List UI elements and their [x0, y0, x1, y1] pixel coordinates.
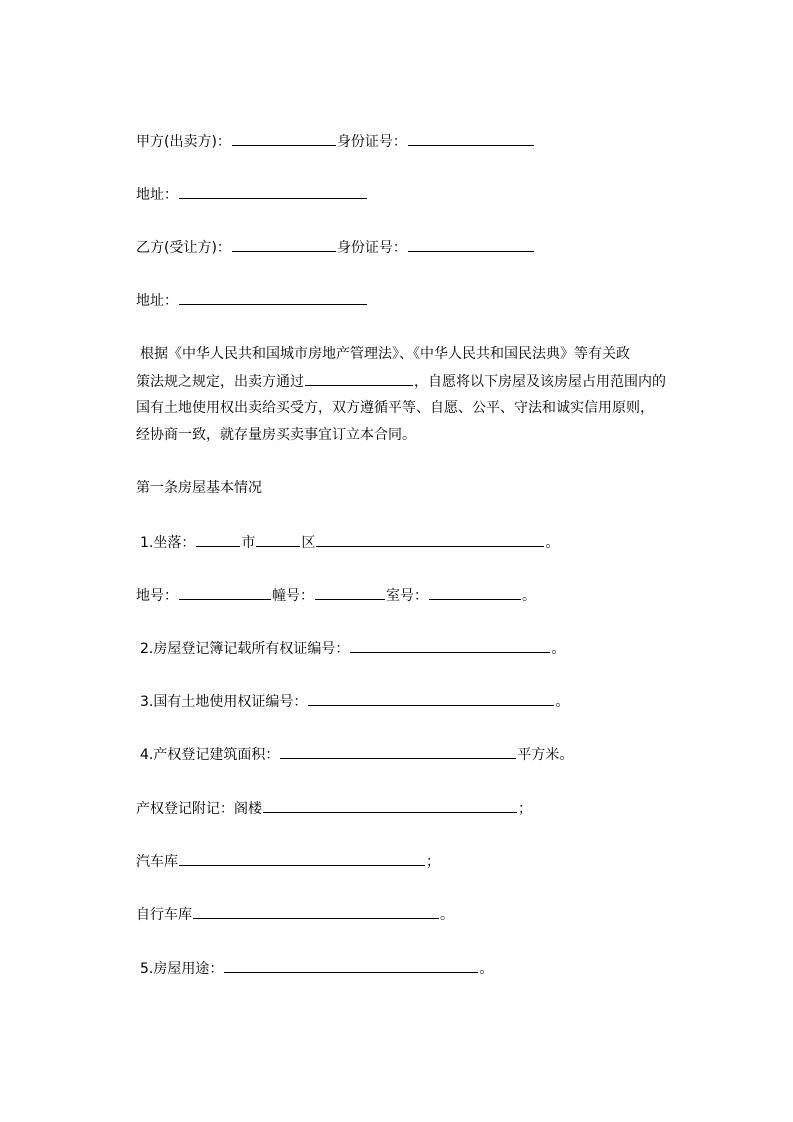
- party-b-line: [136, 237, 535, 258]
- city-label: 市: [241, 535, 256, 551]
- address-a-label: 地址：: [136, 187, 178, 203]
- item-1-end: 。: [545, 535, 560, 551]
- annex-end: ；: [518, 801, 532, 817]
- party-a-label: 甲方(出卖方)：: [136, 134, 231, 150]
- item-5-line: [140, 958, 493, 979]
- bike-end: 。: [440, 907, 454, 923]
- annex-label: 产权登记附记：阁楼: [136, 801, 262, 817]
- party-a-id-label: 身份证号：: [336, 134, 407, 150]
- intro-line-2-b: ，自愿将以下房屋及该房屋占用范围内的: [414, 374, 666, 390]
- usage-blank[interactable]: [224, 958, 478, 973]
- intro-line-2-a: 策法规之规定，出卖方通过: [136, 374, 304, 390]
- bike-line: [136, 904, 454, 925]
- annex-line: [136, 798, 532, 819]
- ownership-cert-blank[interactable]: [350, 638, 550, 653]
- party-a-id-blank[interactable]: [408, 131, 534, 146]
- land-cert-blank[interactable]: [308, 691, 554, 706]
- lot-line: [136, 585, 536, 606]
- attic-blank[interactable]: [263, 798, 517, 813]
- room-blank[interactable]: [429, 585, 521, 600]
- item-4-line: [140, 744, 573, 765]
- party-b-id-label: 身份证号：: [336, 240, 407, 256]
- party-b-name-blank[interactable]: [232, 237, 336, 252]
- intro-line-2: [136, 371, 666, 392]
- item-4-label: 4.产权登记建筑面积：: [140, 747, 280, 763]
- intro-line-4: 经协商一致，就存量房买卖事宜订立本合同。: [136, 427, 416, 443]
- address-a-line: [136, 184, 368, 205]
- item-1-label: 1.坐落：: [140, 535, 196, 551]
- lot-end: 。: [522, 588, 536, 604]
- intro-line-1: 根据《中华人民共和国城市房地产管理法》、《中华人民共和国民法典》等有关政: [140, 346, 630, 362]
- address-b-blank[interactable]: [179, 290, 367, 305]
- party-b-label: 乙方(受让方)：: [136, 240, 231, 256]
- item-1-line: [140, 532, 559, 553]
- garage-end: ；: [426, 854, 440, 870]
- garage-line: [136, 851, 440, 872]
- address-a-blank[interactable]: [179, 184, 367, 199]
- intro-method-blank[interactable]: [305, 371, 413, 386]
- party-a-name-blank[interactable]: [232, 131, 336, 146]
- article-1-title: 第一条房屋基本情况: [136, 480, 262, 496]
- garage-label: 汽车库: [136, 854, 178, 870]
- party-b-id-blank[interactable]: [408, 237, 534, 252]
- district-blank[interactable]: [256, 532, 300, 547]
- garage-blank[interactable]: [179, 851, 425, 866]
- area-blank[interactable]: [280, 744, 516, 759]
- bike-label: 自行车库: [136, 907, 192, 923]
- item-5-label: 5.房屋用途：: [140, 961, 224, 977]
- item-5-end: 。: [479, 961, 494, 977]
- city-blank[interactable]: [196, 532, 240, 547]
- item-3-line: [140, 691, 569, 712]
- address-b-line: [136, 290, 368, 311]
- lot-label: 地号：: [136, 588, 178, 604]
- address-b-label: 地址：: [136, 293, 178, 309]
- lot-blank[interactable]: [179, 585, 271, 600]
- building-label: 幢号：: [272, 588, 314, 604]
- item-2-line: [140, 638, 565, 659]
- bike-blank[interactable]: [193, 904, 439, 919]
- district-label: 区: [301, 535, 316, 551]
- area-unit: 平方米。: [517, 747, 574, 763]
- party-a-line: [136, 131, 535, 152]
- location-detail-blank[interactable]: [316, 532, 544, 547]
- item-2-end: 。: [551, 641, 566, 657]
- room-label: 室号：: [386, 588, 428, 604]
- intro-line-3: 国有土地使用权出卖给买受方，双方遵循平等、自愿、公平、守法和诚实信用原则，: [136, 400, 654, 416]
- item-3-label: 3.国有土地使用权证编号：: [140, 694, 308, 710]
- item-2-label: 2.房屋登记簿记载所有权证编号：: [140, 641, 350, 657]
- building-blank[interactable]: [315, 585, 385, 600]
- item-3-end: 。: [555, 694, 570, 710]
